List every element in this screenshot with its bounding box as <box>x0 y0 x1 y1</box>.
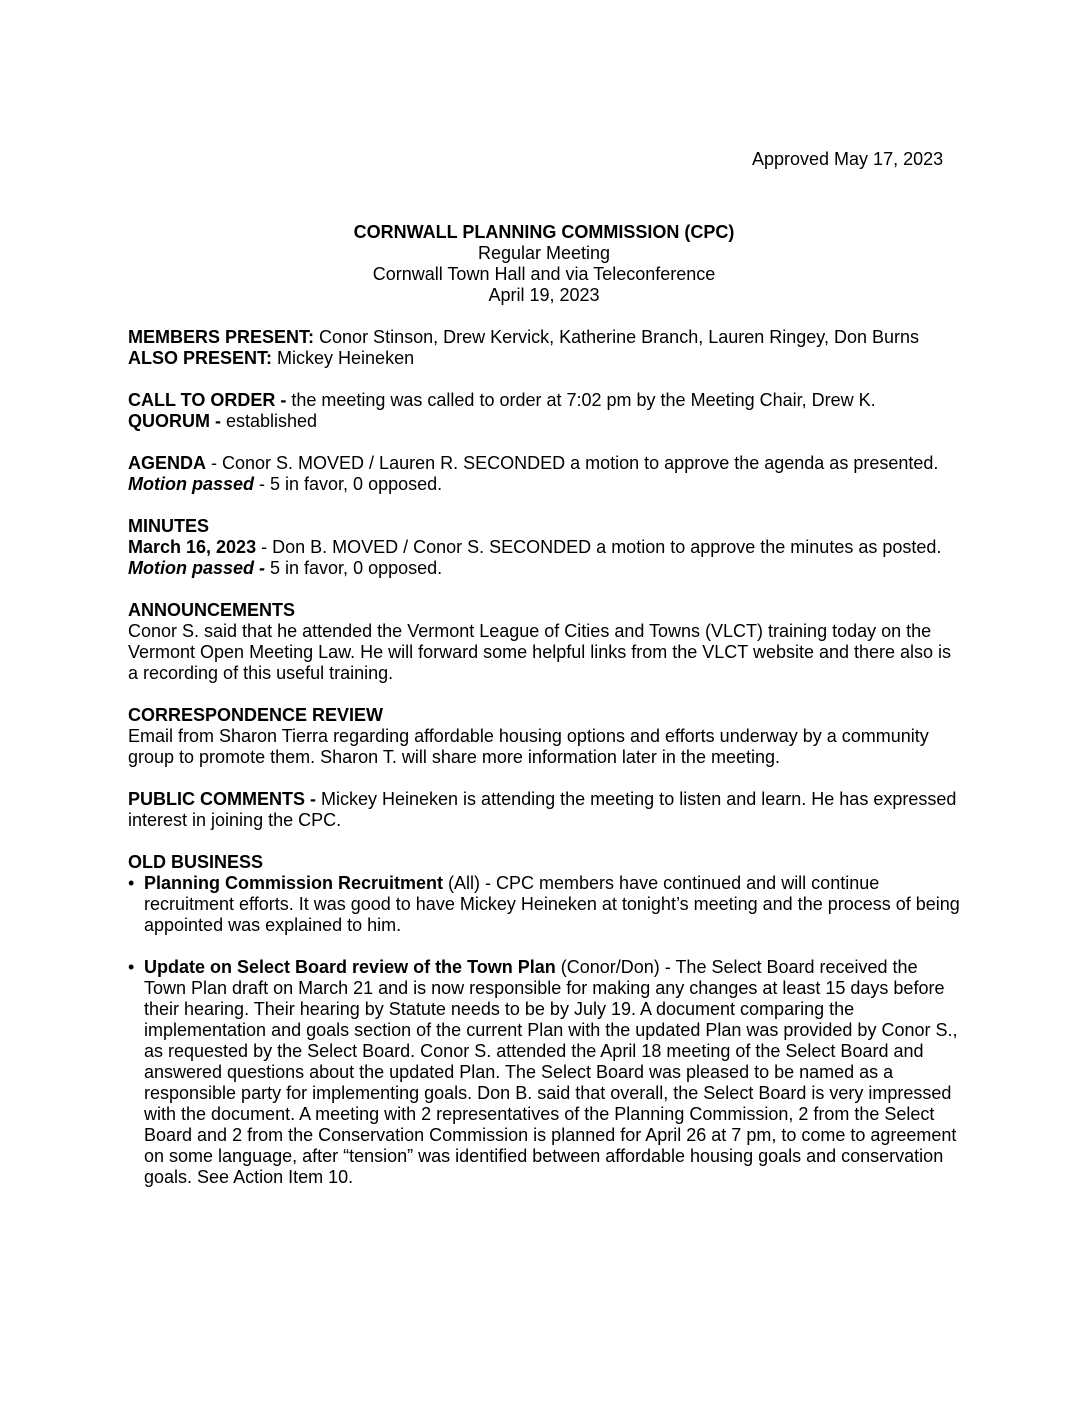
agenda-text: - Conor S. MOVED / Lauren R. SECONDED a motion to approve the agenda as presented. <box>206 453 939 473</box>
members-present <box>128 327 960 348</box>
meeting-location: Cornwall Town Hall and via Teleconference <box>372 264 716 284</box>
minutes-body <box>128 327 960 1188</box>
also-present-label: ALSO PRESENT: <box>128 348 273 368</box>
quorum-text: established <box>221 411 318 431</box>
minutes-text: - Don B. MOVED / Conor S. SECONDED a motion to approve the minutes as posted. <box>256 537 942 557</box>
quorum <box>128 411 960 432</box>
also-present <box>128 348 960 369</box>
correspondence-heading: CORRESPONDENCE REVIEW <box>128 705 384 725</box>
meeting-date: April 19, 2023 <box>488 285 600 305</box>
announcements-heading: ANNOUNCEMENTS <box>128 600 296 620</box>
agenda-section <box>128 453 960 495</box>
document-header <box>0 222 1088 306</box>
correspondence-text: Email from Sharon Tierra regarding affordable housing options and efforts underway by a community group to promote them. Sharon T. will share more information later in the meeting. <box>128 726 929 767</box>
minutes-date: March 16, 2023 <box>128 537 257 557</box>
minutes-result: 5 in favor, 0 opposed. <box>270 558 443 578</box>
approval-date: Approved May 17, 2023 <box>752 149 944 169</box>
minutes-heading: MINUTES <box>128 516 209 536</box>
public-comments-label: PUBLIC COMMENTS - <box>128 789 316 809</box>
document-title: CORNWALL PLANNING COMMISSION (CPC) <box>353 222 735 242</box>
meeting-type: Regular Meeting <box>477 243 611 263</box>
agenda-result: - 5 in favor, 0 opposed. <box>254 474 443 494</box>
agenda-motion: Motion passed <box>128 474 255 494</box>
list-item <box>128 957 960 1188</box>
members-present-list: Conor Stinson, Drew Kervick, Katherine Branch, Lauren Ringey, Don Burns <box>314 327 919 347</box>
list-item <box>128 873 960 936</box>
old-business-heading: OLD BUSINESS <box>128 852 264 872</box>
public-comments-text: Mickey Heineken is attending the meeting to listen and learn. He has expressed interest in joining the CPC. <box>128 789 957 830</box>
members-present-label: MEMBERS PRESENT: <box>128 327 315 347</box>
bullet-icon: • <box>128 957 135 977</box>
also-present-list: Mickey Heineken <box>272 348 415 368</box>
minutes-motion: Motion passed - <box>128 558 271 578</box>
bullet-icon: • <box>128 873 135 893</box>
list-item-text: (Conor/Don) - The Select Board received the Town Plan draft on March 21 and is now responsible for making any changes at least 15 days before their hearing. Their hearing by Statute needs to be by July 19. A document comparing the implementation and goals section of the current Plan with the updated Plan was provided by Conor S., as requested by the Select Board. Conor S. attended the April 18 meeting of the Select Board and answered questions about the updated Plan. The Select Board was pleased to be named as a responsible party for implementing goals. Don B. said that overall, the Select Board is very impressed with the document. A meeting with 2 representatives of the Planning Commission, 2 from the Select Board and 2 from the Conservation Commission is planned for April 26 at 7 pm, to come to agreement on some language, after “tension” was identified between affordable housing goals and conservation goals. See Action Item 10. <box>144 957 958 1187</box>
quorum-label: QUORUM - <box>128 411 221 431</box>
public-comments <box>128 789 960 831</box>
list-item-title: Update on Select Board review of the Town Plan <box>144 957 556 977</box>
announcements-text: Conor S. said that he attended the Vermont League of Cities and Towns (VLCT) training today on the Vermont Open Meeting Law. He will forward some helpful links from the VLCT website and there also is a recording of this useful training. <box>128 621 952 683</box>
call-to-order-text: the meeting was called to order at 7:02 pm by the Meeting Chair, Drew K. <box>286 390 876 410</box>
list-item-title: Planning Commission Recruitment <box>144 873 444 893</box>
agenda-label: AGENDA <box>128 453 207 473</box>
call-to-order <box>128 390 960 411</box>
list-item-text: (All) - CPC members have continued and will continue recruitment efforts. It was good to have Mickey Heineken at tonight’s meeting and the process of being appointed was explained to him. <box>144 873 960 935</box>
minutes-section <box>128 537 960 579</box>
call-to-order-label: CALL TO ORDER - <box>128 390 287 410</box>
